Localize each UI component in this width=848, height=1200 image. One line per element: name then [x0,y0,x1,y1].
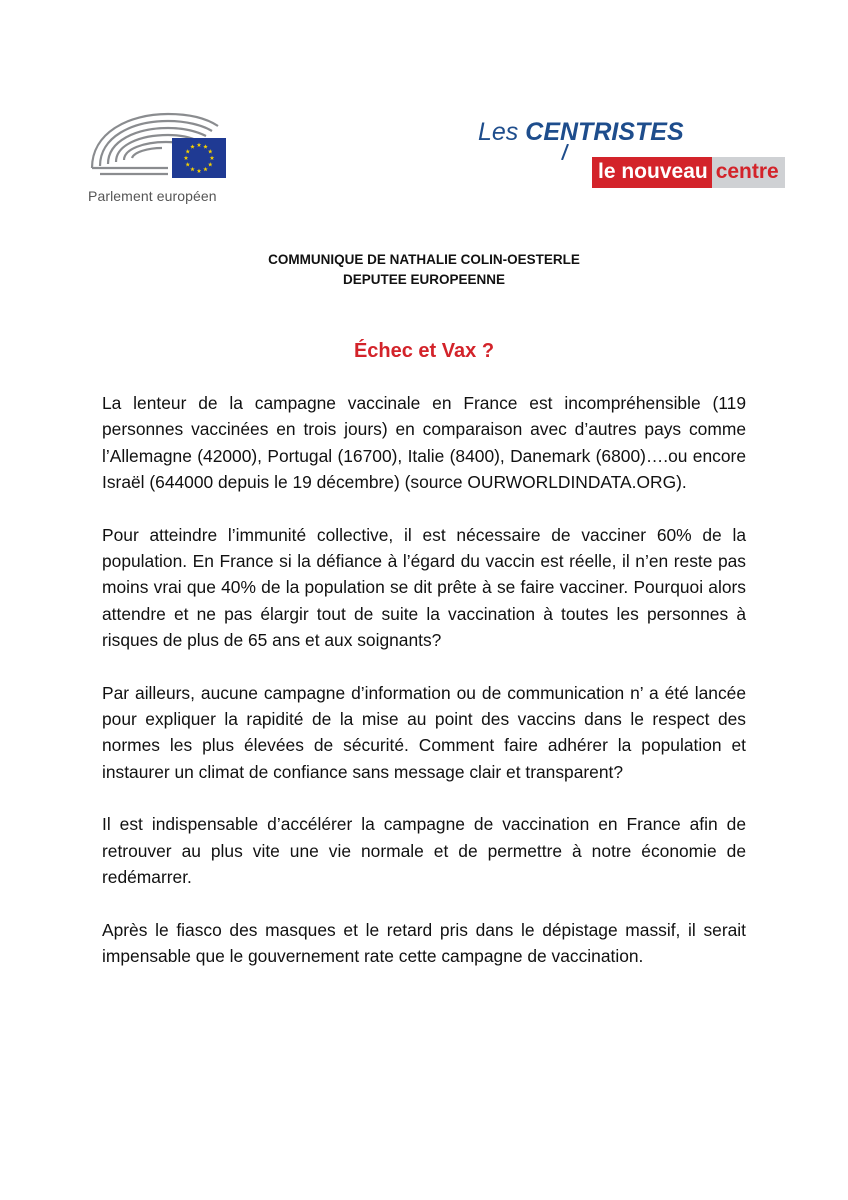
ep-caption: Parlement européen [88,188,217,204]
parliament-hemicycle-icon [88,108,233,188]
paragraph-5: Après le fiasco des masques et le retard pris dans le dépistage massif, il serait impensable que le gouvernement rate cette campagne de vaccination. [102,919,746,966]
centristes-wordmark [478,118,684,147]
heading-line-2: DEPUTEE EUROPEENNE [342,272,506,287]
european-parliament-logo [88,108,233,208]
nouveau-centre-banner [592,156,785,188]
heading-line-1: COMMUNIQUE DE NATHALIE COLIN-OESTERLE [268,252,580,267]
paragraph-2: Pour atteindre l’immunité collective, il est nécessaire de vacciner 60% de la population. En France si la défiance à l’égard du vaccin est réelle, il n’en reste pas moins vrai que 40% de la population se dit prête à se faire vacciner. Pourquoi alors attendre et ne pas élargir tout de suite la vaccination à toutes les personnes à risques de plus de 65 ans et aux soignants? [102,524,746,651]
centristes-prefix: Les [478,118,526,146]
paragraph-4: Il est indispensable d’accélérer la campagne de vaccination en France afin de retrouver au plus vite une vie normale et de permettre à notre économie de redémarrer. [102,814,746,888]
document-body [102,390,746,995]
press-release-heading [0,250,848,290]
nouveau-red-part: le nouveau [592,157,712,188]
centristes-caps: CENTRISTES [525,118,684,146]
les-centristes-logo [478,118,779,190]
paragraph-1: La lenteur de la campagne vaccinale en France est incompréhensible (119 personnes vaccinées en trois jours) en comparaison avec d’autres pays comme l’Allemagne (42000), Portugal (16700), Italie (8400), Danemark (6800)….ou encore Israël (644000 depuis le 19 décembre) (source OURWORLDINDATA.ORG). [102,393,746,493]
paragraph-3: Par ailleurs, aucune campagne d’information ou de communication n’ a été lancée pour expliquer la rapidité de la mise au point des vaccins dans le respect des normes les plus élevées de sécurité. Comment faire adhérer la population et instaurer un climat de confiance sans message clair et transparent? [102,682,746,782]
centristes-accent-icon [558,144,572,160]
document-title: Échec et Vax ? [353,340,495,362]
nouveau-grey-part: centre [712,157,785,188]
